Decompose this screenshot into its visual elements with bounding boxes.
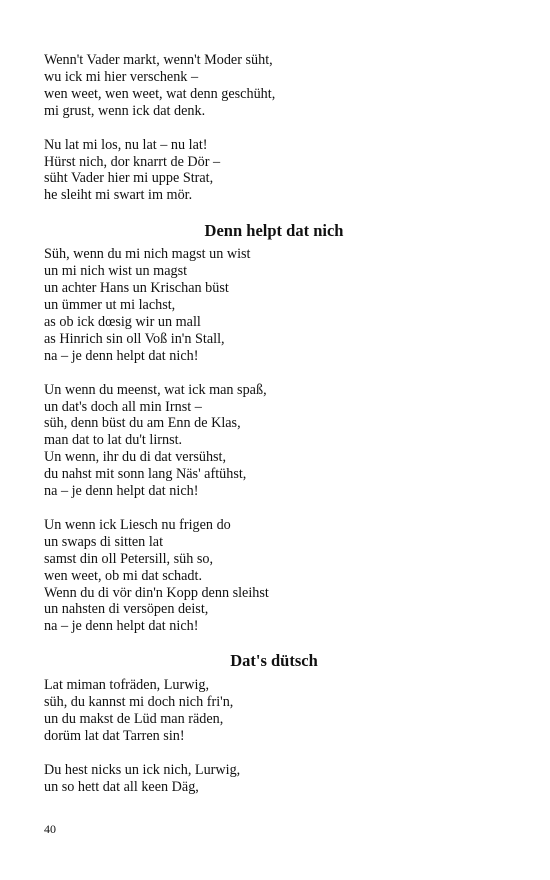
poem-title: Dat's dütsch bbox=[230, 651, 318, 671]
verse-line: Lat miman tofräden, Lurwig, bbox=[44, 677, 210, 694]
verse-line: man dat to lat du't lirnst. bbox=[44, 432, 183, 449]
stanza bbox=[44, 677, 504, 745]
verse-line: mi grust, wenn ick dat denk. bbox=[44, 102, 206, 119]
verse-line: un mi nich wist un magst bbox=[44, 263, 188, 280]
verse-line: Wenn't Vader markt, wenn't Moder süht, bbox=[44, 52, 273, 68]
page-number: 40 bbox=[44, 822, 56, 836]
poem-continuation bbox=[44, 52, 504, 204]
stanza bbox=[44, 762, 504, 796]
verse-line: un nahsten di versöpen deist, bbox=[44, 601, 209, 618]
page-content bbox=[44, 52, 504, 796]
stanza bbox=[44, 517, 504, 635]
verse-line: süh, du kannst mi doch nich fri'n, bbox=[44, 694, 234, 711]
verse-line: du nahst mit sonn lang Näs' aftühst, bbox=[44, 466, 247, 483]
poem-dats-duetsch bbox=[44, 651, 504, 795]
verse-line: un swaps di sitten lat bbox=[44, 533, 164, 550]
verse-line: wen weet, wen weet, wat denn geschüht, bbox=[44, 85, 276, 102]
verse-line: na – je denn helpt dat nich! bbox=[44, 618, 199, 635]
poem-title: Denn helpt dat nich bbox=[204, 221, 344, 241]
verse-line: he sleiht mi swart im mör. bbox=[44, 187, 193, 204]
verse-line: un dat's doch all min Irnst – bbox=[44, 398, 202, 415]
verse-line: Un wenn, ihr du di dat versühst, bbox=[44, 449, 227, 466]
stanza-gap bbox=[44, 365, 504, 382]
verse-line: Un wenn ick Liesch nu frigen do bbox=[44, 516, 231, 533]
verse-line: un ümmer ut mi lachst, bbox=[44, 296, 176, 313]
verse-line: na – je denn helpt dat nich! bbox=[44, 347, 199, 364]
verse-line: samst din oll Petersill, süh so, bbox=[44, 550, 214, 567]
verse-line: wu ick mi hier verschenk – bbox=[44, 68, 199, 85]
stanza-gap bbox=[44, 500, 504, 517]
verse-line: as ob ick dœsig wir un mall bbox=[44, 313, 201, 330]
verse-line: dorüm lat dat Tarren sin! bbox=[44, 728, 185, 744]
stanza bbox=[44, 246, 504, 364]
verse-line: un achter Hans un Krischan büst bbox=[44, 280, 229, 297]
poem-denn-helpt-dat-nich bbox=[44, 221, 504, 635]
verse-line: na – je denn helpt dat nich! bbox=[44, 483, 199, 500]
verse-line: as Hinrich sin oll Voß in'n Stall, bbox=[44, 330, 225, 347]
verse-line: Du hest nicks un ick nich, Lurwig, bbox=[44, 761, 241, 778]
stanza-gap bbox=[44, 120, 504, 137]
verse-line: Un wenn du meenst, wat ick man spaß, bbox=[44, 381, 267, 398]
stanza-gap bbox=[44, 745, 504, 762]
stanza bbox=[44, 137, 504, 205]
verse-line: Süh, wenn du mi nich magst un wist bbox=[44, 246, 251, 263]
stanza bbox=[44, 52, 504, 120]
stanza bbox=[44, 382, 504, 500]
verse-line: un so hett dat all keen Däg, bbox=[44, 778, 199, 795]
verse-line: süh, denn büst du am Enn de Klas, bbox=[44, 415, 241, 432]
verse-line: Nu lat mi los, nu lat – nu lat! bbox=[44, 136, 208, 153]
verse-line: un du makst de Lüd man räden, bbox=[44, 711, 224, 728]
verse-line: süht Vader hier mi uppe Strat, bbox=[44, 170, 214, 187]
verse-line: wen weet, ob mi dat schadt. bbox=[44, 567, 202, 584]
verse-line: Hürst nich, dor knarrt de Dör – bbox=[44, 153, 221, 170]
verse-line: Wenn du di vör din'n Kopp denn sleihst bbox=[44, 584, 269, 601]
